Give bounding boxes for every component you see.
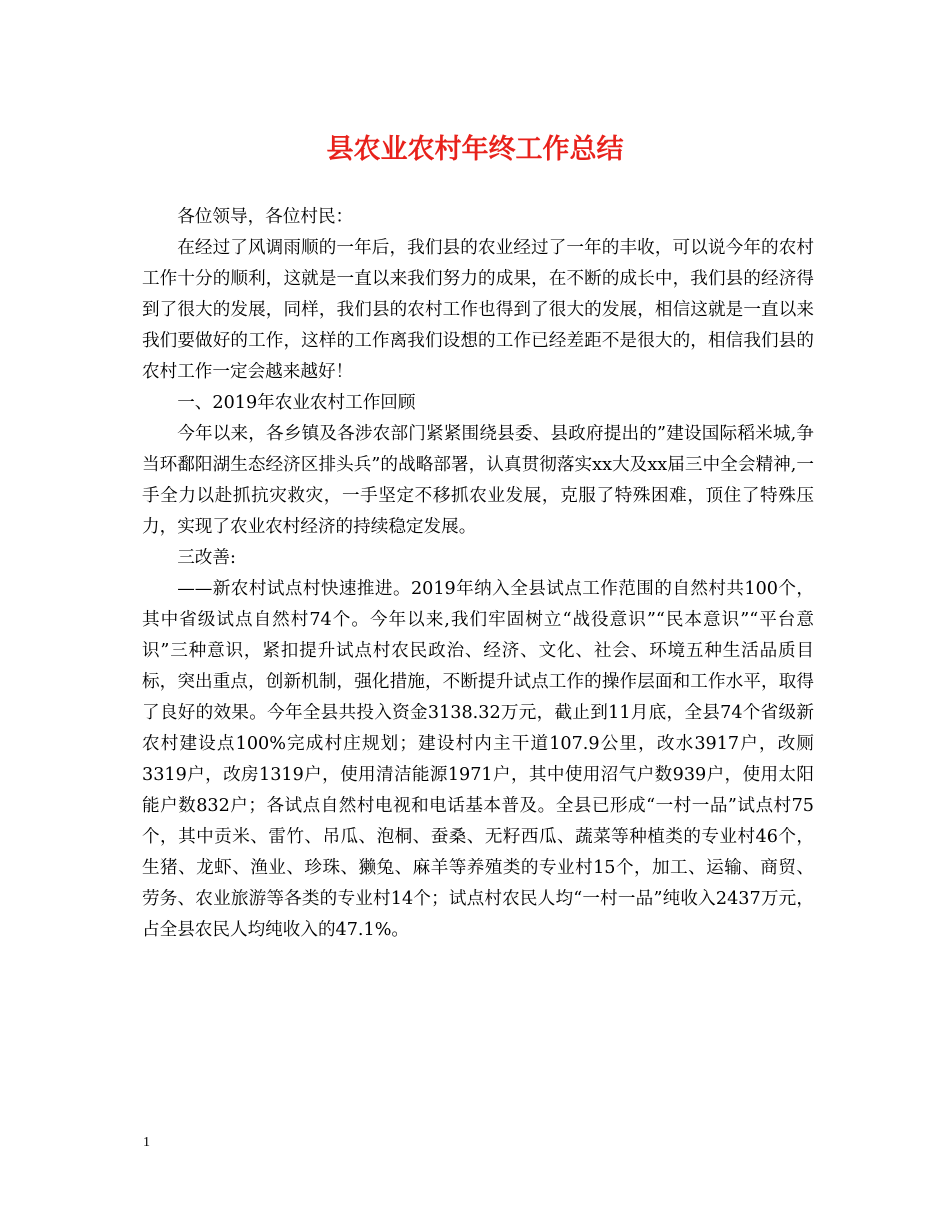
document-body: [142, 202, 814, 946]
subsection-heading: 三改善:: [177, 548, 236, 568]
section-heading: 一、2019年农业农村工作回顾: [177, 393, 416, 413]
review-paragraph: 今年以来，各乡镇及各涉农部门紧紧围绕县委、县政府提出的”建设国际稻米城,争当环鄱阳湖生态经济区排头兵”的战略部署，认真贯彻落实xx大及xx届三中全会精神,一手全力以赴抓抗灾救灾，一手坚定不移抓农业发展，克服了特殊困难，顶住了特殊压力，实现了农业农村经济的持续稳定发展。: [142, 424, 814, 537]
page-number: 1: [143, 1135, 150, 1150]
document-title: 县农业农村年终工作总结: [326, 134, 624, 165]
intro-paragraph: 在经过了风调雨顺的一年后，我们县的农业经过了一年的丰收，可以说今年的农村工作十分的顺利，这就是一直以来我们努力的成果，在不断的成长中，我们县的经济得到了很大的发展，同样，我们县的农村工作也得到了很大的发展，相信这就是一直以来我们要做好的工作，这样的工作离我们设想的工作已经差距不是很大的，相信我们县的农村工作一定会越来越好！: [142, 238, 814, 382]
greeting-paragraph: 各位领导，各位村民：: [177, 207, 354, 227]
pilot-village-paragraph: ——新农村试点村快速推进。2019年纳入全县试点工作范围的自然村共100个，其中省级试点自然村74个。今年以来,我们牢固树立“战役意识”“民本意识”“平台意识”三种意识，紧扣提升试点村农民政治、经济、文化、社会、环境五种生活品质目标，突出重点，创新机制，强化措施，不断提升试点工作的操作层面和工作水平，取得了良好的效果。今年全县共投入资金3138.32万元，截止到11月底，全县74个省级新农村建设点100%完成村庄规划；建设村内主干道107.9公里，改水3917户，改厕3319户，改房1319户，使用清洁能源1971户，其中使用沼气户数939户，使用太阳能户数832户；各试点自然村电视和电话基本普及。全县已形成“一村一品”试点村75个，其中贡米、雷竹、吊瓜、泡桐、蚕桑、无籽西瓜、蔬菜等种植类的专业村46个，生猪、龙虾、渔业、珍珠、獭兔、麻羊等养殖类的专业村15个，加工、运输、商贸、劳务、农业旅游等各类的专业村14个；试点村农民人均“一村一品”纯收入2437万元，占全县农民人均纯收入的47.1%。: [142, 579, 814, 940]
